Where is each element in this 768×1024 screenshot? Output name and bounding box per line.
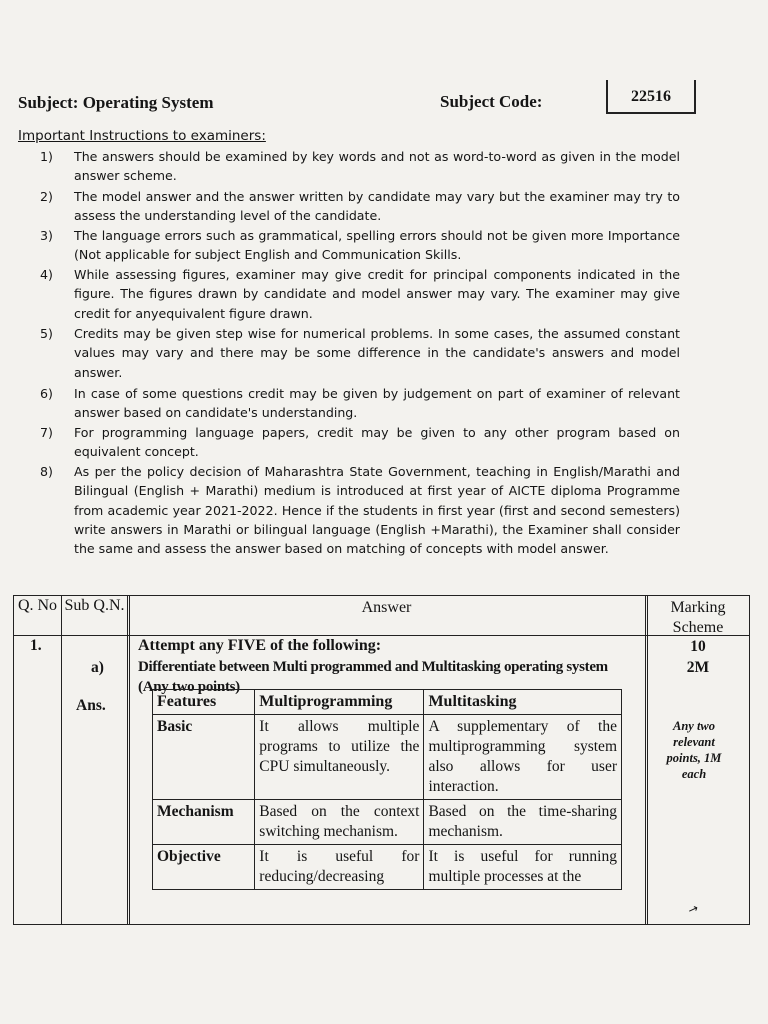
instruction-text: The language errors such as grammatical, spelling errors should not be given more Importance (Not applicable for subject English and Communication Skills. bbox=[74, 228, 680, 263]
comparison-header-row bbox=[153, 690, 622, 715]
instruction-number: 1) bbox=[40, 149, 53, 164]
instruction-text: The model answer and the answer written by candidate may vary but the examiner may try to assess the understanding level of the candidate. bbox=[74, 189, 680, 224]
column-divider bbox=[645, 595, 648, 925]
sub-question-label: a) bbox=[91, 659, 104, 676]
multitasking-header: Multitasking bbox=[424, 690, 622, 715]
instruction-text: The answers should be examined by key words and not as word-to-word as given in the model answer scheme. bbox=[74, 149, 680, 184]
features-header: Features bbox=[153, 690, 255, 715]
sub-qn-header: Sub Q.N. bbox=[64, 597, 125, 614]
column-divider bbox=[61, 595, 62, 925]
header-divider bbox=[13, 635, 750, 636]
marking-scheme-header: Marking Scheme bbox=[670, 599, 726, 636]
subject-title: Subject: Operating System bbox=[18, 93, 214, 112]
feature-cell: Objective bbox=[153, 845, 255, 890]
multiprogramming-header: Multiprogramming bbox=[255, 690, 424, 715]
attempt-marks: 10 bbox=[690, 638, 706, 655]
table-row bbox=[153, 800, 622, 845]
instruction-text: Credits may be given step wise for numerical problems. In some cases, the assumed constant values may vary and there may be some difference in the candidate's answers and model answer. bbox=[74, 326, 680, 380]
instruction-number: 7) bbox=[40, 425, 53, 440]
instruction-text: As per the policy decision of Maharashtra State Government, teaching in English/Marathi and Bilingual (English + Marathi) medium is introduced at first year of AICTE diploma Programme from academic year 2021-2022. Hence if the students in first year (first and second semesters) write answers in Marathi or bilingual language (English +Marathi), the Examiner shall consider the same and assess the answer based on matching of concepts with model answer. bbox=[74, 464, 680, 557]
comparison-table bbox=[152, 689, 622, 890]
answer-label: Ans. bbox=[76, 697, 106, 714]
question-marks: 2M bbox=[686, 659, 710, 676]
table-row bbox=[153, 845, 622, 890]
attempt-instruction: Attempt any FIVE of the following: bbox=[138, 637, 382, 654]
instruction-number: 4) bbox=[40, 267, 53, 282]
subject-code-box: 22516 bbox=[606, 80, 696, 114]
multiprogramming-cell: It allows multiple programs to utilize the CPU simultaneously. bbox=[255, 715, 424, 800]
multiprogramming-cell: Based on the context switching mechanism. bbox=[255, 800, 424, 845]
answer-header: Answer bbox=[361, 599, 412, 616]
question-number: 1. bbox=[30, 637, 42, 654]
instruction-text: For programming language papers, credit may be given to any other program based on equivalent concept. bbox=[74, 425, 680, 460]
instruction-number: 8) bbox=[40, 464, 53, 479]
table-row bbox=[153, 715, 622, 800]
feature-cell: Basic bbox=[153, 715, 255, 800]
multitasking-cell: Based on the time-sharing mechanism. bbox=[424, 800, 622, 845]
instruction-number: 2) bbox=[40, 189, 53, 204]
feature-cell: Mechanism bbox=[153, 800, 255, 845]
question-text: Differentiate between Multi programmed and Multitasking operating system (Any two points) bbox=[138, 659, 608, 695]
tick-mark-icon: ↗ bbox=[686, 900, 701, 918]
multiprogramming-cell: It is useful for reducing/decreasing bbox=[255, 845, 424, 890]
multitasking-cell: A supplementary of the multiprogramming system also allows for user interaction. bbox=[424, 715, 622, 800]
multitasking-cell: It is useful for running multiple processes at the bbox=[424, 845, 622, 890]
column-divider bbox=[127, 595, 130, 925]
instruction-text: While assessing figures, examiner may give credit for principal components indicated in the figure. The figures drawn by candidate and model answer may vary. The examiner may give credit for anyequivalent figure drawn. bbox=[74, 267, 680, 321]
q-no-header: Q. No bbox=[17, 597, 58, 614]
instructions-heading: Important Instructions to examiners: bbox=[18, 128, 266, 144]
instruction-number: 5) bbox=[40, 326, 53, 341]
instruction-number: 6) bbox=[40, 386, 53, 401]
subject-code-label: Subject Code: bbox=[440, 92, 543, 111]
marking-note: Any two relevant points, 1M each bbox=[666, 719, 722, 781]
instruction-number: 3) bbox=[40, 228, 53, 243]
instruction-text: In case of some questions credit may be given by judgement on part of examiner of relevant answer based on candidate's understanding. bbox=[74, 386, 680, 421]
